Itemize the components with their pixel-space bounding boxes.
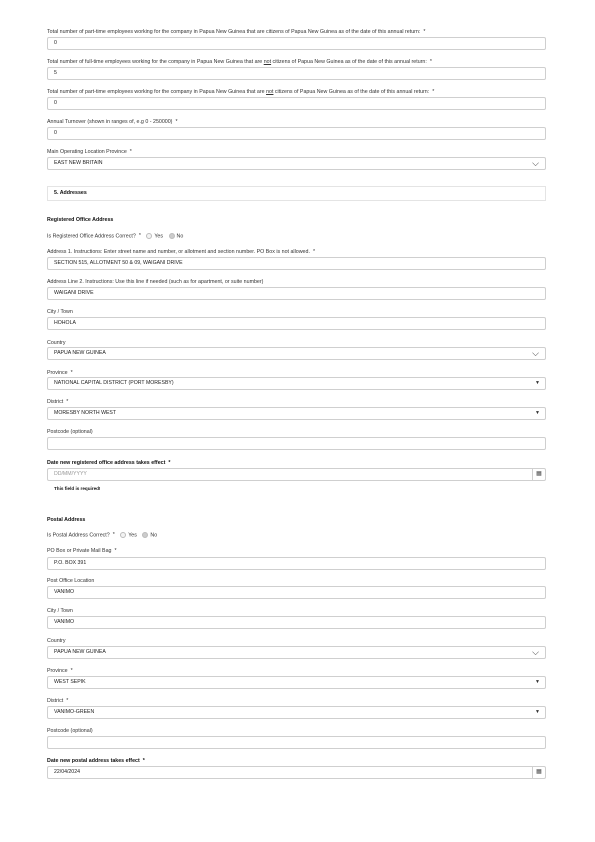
chevron-down-icon: ⌵ — [532, 158, 539, 168]
postal-correct-question: Is Postal Address Correct? * Yes No — [47, 532, 158, 539]
parttime-citizens-input[interactable]: 0 — [47, 37, 546, 50]
address1-label: Address 1. Instructions: Enter street name and number, or allotment and section number. PO Box is not allowed. * — [47, 249, 315, 255]
postal-effective-date-label: Date new postal address takes effect * — [47, 758, 145, 764]
fulltime-noncitizens-input[interactable]: 5 — [47, 67, 546, 80]
address1-input[interactable]: SECTION 515, ALLOTMENT 50 & 09, WAIGANI DRIVE — [47, 257, 546, 270]
registered-district-select[interactable]: MORESBY NORTH WEST ▼ — [47, 407, 546, 420]
registered-province-select[interactable]: NATIONAL CAPITAL DISTRICT (PORT MORESBY) ▼ — [47, 377, 546, 390]
registered-yes-label: Yes — [154, 233, 164, 240]
annual-turnover-label: Annual Turnover (shown in ranges of, e.g 0 - 250000) * — [47, 119, 178, 125]
chevron-down-icon: ⌵ — [532, 348, 539, 358]
dropdown-triangle-icon: ▼ — [535, 410, 540, 416]
dropdown-triangle-icon: ▼ — [535, 709, 540, 715]
registered-postcode-label: Postcode (optional) — [47, 429, 93, 435]
registered-office-heading: Registered Office Address — [47, 217, 114, 223]
address2-input[interactable]: WAIGANI DRIVE — [47, 287, 546, 300]
postal-no-label: No — [150, 532, 158, 539]
registered-country-label: Country — [47, 340, 66, 346]
postal-city-label: City / Town — [47, 608, 73, 614]
postal-city-input[interactable]: VANIMO — [47, 616, 546, 629]
dropdown-triangle-icon: ▼ — [535, 679, 540, 685]
po-location-label: Post Office Location — [47, 578, 95, 584]
postal-postcode-label: Postcode (optional) — [47, 728, 93, 734]
parttime-noncitizens-label: Total number of part-time employees working for the company in Papua New Guinea that are not citizens of Papua New Guinea as of the date of this annual return: * — [47, 89, 435, 95]
po-box-input[interactable]: P.O. BOX 391 — [47, 557, 546, 570]
postal-no-radio[interactable] — [142, 532, 148, 538]
postal-country-label: Country — [47, 638, 66, 644]
registered-country-select[interactable]: PAPUA NEW GUINEA ⌵ — [47, 347, 546, 360]
main-province-select[interactable]: EAST NEW BRITAIN ⌵ — [47, 157, 546, 170]
postal-province-select[interactable]: WEST SEPIK ▼ — [47, 676, 546, 689]
postal-district-label: District * — [47, 698, 69, 704]
registered-effective-date-input[interactable]: DD/MM/YYYY ▦ — [47, 468, 546, 481]
postal-postcode-input[interactable] — [47, 736, 546, 749]
registered-no-label: No — [176, 233, 184, 240]
registered-city-input[interactable]: HOHOLA — [47, 317, 546, 330]
chevron-down-icon: ⌵ — [532, 647, 539, 657]
calendar-icon[interactable]: ▦ — [532, 469, 545, 480]
registered-city-label: City / Town — [47, 309, 73, 315]
registered-yes-radio[interactable] — [146, 233, 152, 239]
annual-turnover-input[interactable]: 0 — [47, 127, 546, 140]
fulltime-noncitizens-label: Total number of full-time employees working for the company in Papua New Guinea that are not citizens of Papua New Guinea as of the date of this annual return: * — [47, 59, 432, 65]
postal-yes-radio[interactable] — [120, 532, 126, 538]
main-province-label: Main Operating Location Province * — [47, 149, 132, 155]
registered-no-radio[interactable] — [169, 233, 175, 239]
postal-province-label: Province * — [47, 668, 73, 674]
section-addresses-header: 5. Addresses — [47, 186, 546, 201]
registered-district-label: District * — [47, 399, 69, 405]
dropdown-triangle-icon: ▼ — [535, 380, 540, 386]
registered-effective-date-label: Date new registered office address takes effect * — [47, 460, 171, 466]
po-box-label: PO Box or Private Mail Bag * — [47, 548, 117, 554]
parttime-noncitizens-input[interactable]: 0 — [47, 97, 546, 110]
address2-label: Address Line 2. Instructions: Use this line if needed (such as for apartment, or suite number) — [47, 279, 264, 285]
registered-date-error: This field is required! — [54, 486, 101, 491]
registered-correct-question: Is Registered Office Address Correct? * Yes No — [47, 233, 184, 240]
postal-district-select[interactable]: VANIMO-GREEN ▼ — [47, 706, 546, 719]
postal-effective-date-input[interactable]: 22/04/2024 ▦ — [47, 766, 546, 779]
postal-address-heading: Postal Address — [47, 517, 86, 523]
registered-postcode-input[interactable] — [47, 437, 546, 450]
parttime-citizens-label: Total number of part-time employees working for the company in Papua New Guinea that are citizens of Papua New Guinea as of the date of this annual return: * — [47, 29, 426, 35]
po-location-input[interactable]: VANIMO — [47, 586, 546, 599]
postal-yes-label: Yes — [128, 532, 137, 539]
postal-country-select[interactable]: PAPUA NEW GUINEA ⌵ — [47, 646, 546, 659]
calendar-icon[interactable]: ▦ — [532, 767, 545, 778]
registered-province-label: Province * — [47, 370, 73, 376]
